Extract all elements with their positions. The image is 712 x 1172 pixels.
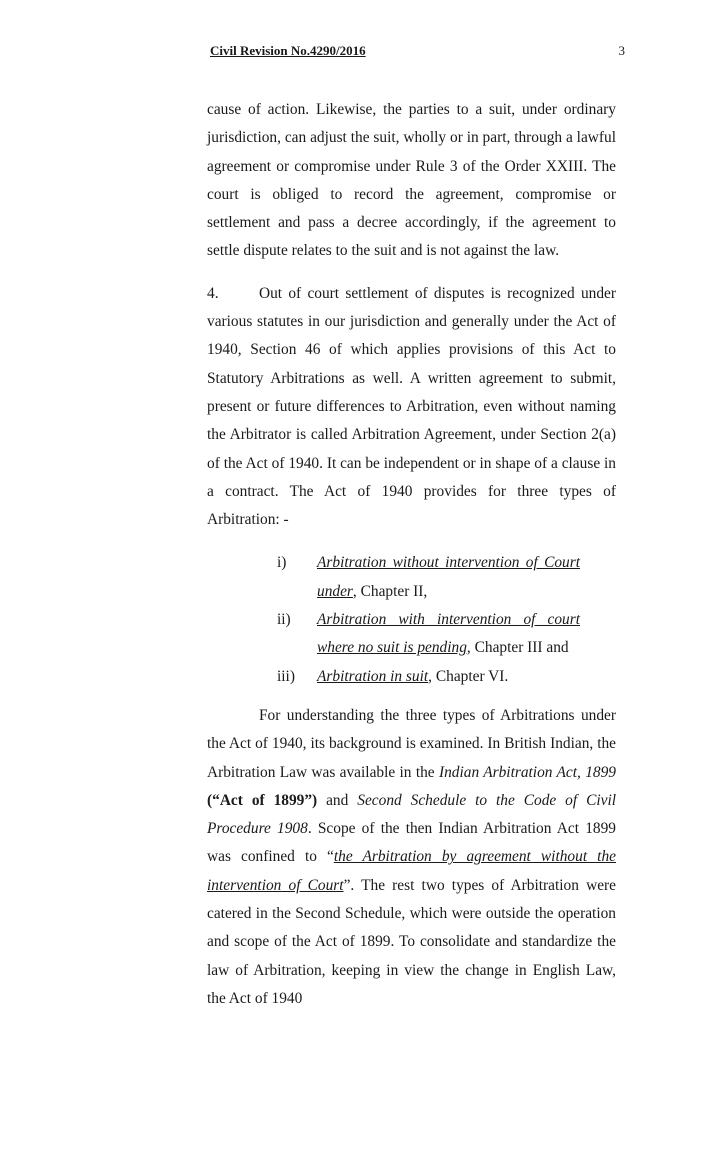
list-item-text [317, 663, 580, 691]
list-item-underlined: Arbitration without intervention of Court under [317, 554, 580, 600]
paragraph-5-s2: . Scope of the then Indian Arbitration Act 1899 was confined to “ [207, 820, 617, 866]
case-number: Civil Revision No.4290/2016 [210, 43, 366, 58]
list-item [207, 606, 616, 663]
paragraph-5-and: and [317, 791, 358, 809]
list-item-underlined: Arbitration in suit [317, 667, 429, 685]
paragraph-5-s3: ”. The rest two types of Arbitration were catered in the Second Schedule, which were outside the operation and scope of the Act of 1899. To consolidate and standardize the law of Arbitration, keeping in view the change in English Law, the Act of 1940 [207, 876, 616, 1007]
paragraph-number: 4. [207, 284, 219, 302]
paragraph-5-s1: For understanding the three types of Arbitrations under the Act of 1940, its background is examined. In British Indian, the Arbitration Law was available in the [207, 706, 616, 781]
arbitration-types-list [207, 549, 616, 690]
cpc-title: Second Schedule to the Code of Civil Procedure 1908 [207, 791, 616, 838]
paragraph-5 [207, 702, 616, 1013]
list-item-text [317, 606, 580, 663]
act-1899-title: Indian Arbitration Act, 1899 [438, 763, 616, 781]
list-item [207, 549, 616, 606]
act-1899-short: (“Act of 1899”) [207, 791, 318, 809]
list-item-number: iii) [277, 667, 295, 685]
document-body [207, 96, 616, 1013]
page-number: 3 [618, 43, 625, 58]
list-item-rest: , Chapter II, [352, 582, 428, 600]
list-item-number: i) [277, 554, 287, 572]
list-item-number: ii) [277, 611, 291, 629]
list-item-rest: , Chapter VI. [428, 667, 509, 685]
scope-quote: the Arbitration by agreement without the intervention of Court [207, 848, 616, 894]
list-item-underlined: Arbitration with intervention of court where no suit is pending [317, 611, 580, 657]
list-item-rest: , Chapter III and [466, 639, 569, 657]
paragraph-4-text: Out of court settlement of disputes is recognized under various statutes in our jurisdiction and generally under the Act of 1940, Section 46 of which applies provisions of this Act to Statutory Arbitrations as well. A written agreement to submit, present or future differences to Arbitration, even without naming the Arbitrator is called Arbitration Agreement, under Section 2(a) of the Act of 1940. It can be independent or in shape of a clause in a contract. The Act of 1940 provides for three types of Arbitration: - [207, 284, 616, 529]
paragraph-4 [207, 280, 616, 535]
list-item-text [317, 549, 580, 606]
paragraph-continued: cause of action. Likewise, the parties to a suit, under ordinary jurisdiction, can adjust the suit, wholly or in part, through a lawful agreement or compromise under Rule 3 of the Order XXIII. The court is obliged to record the agreement, compromise or settlement and pass a decree accordingly, if the agreement to settle dispute relates to the suit and is not against the law. [207, 101, 616, 260]
list-item [207, 663, 616, 691]
page-header [210, 43, 625, 63]
